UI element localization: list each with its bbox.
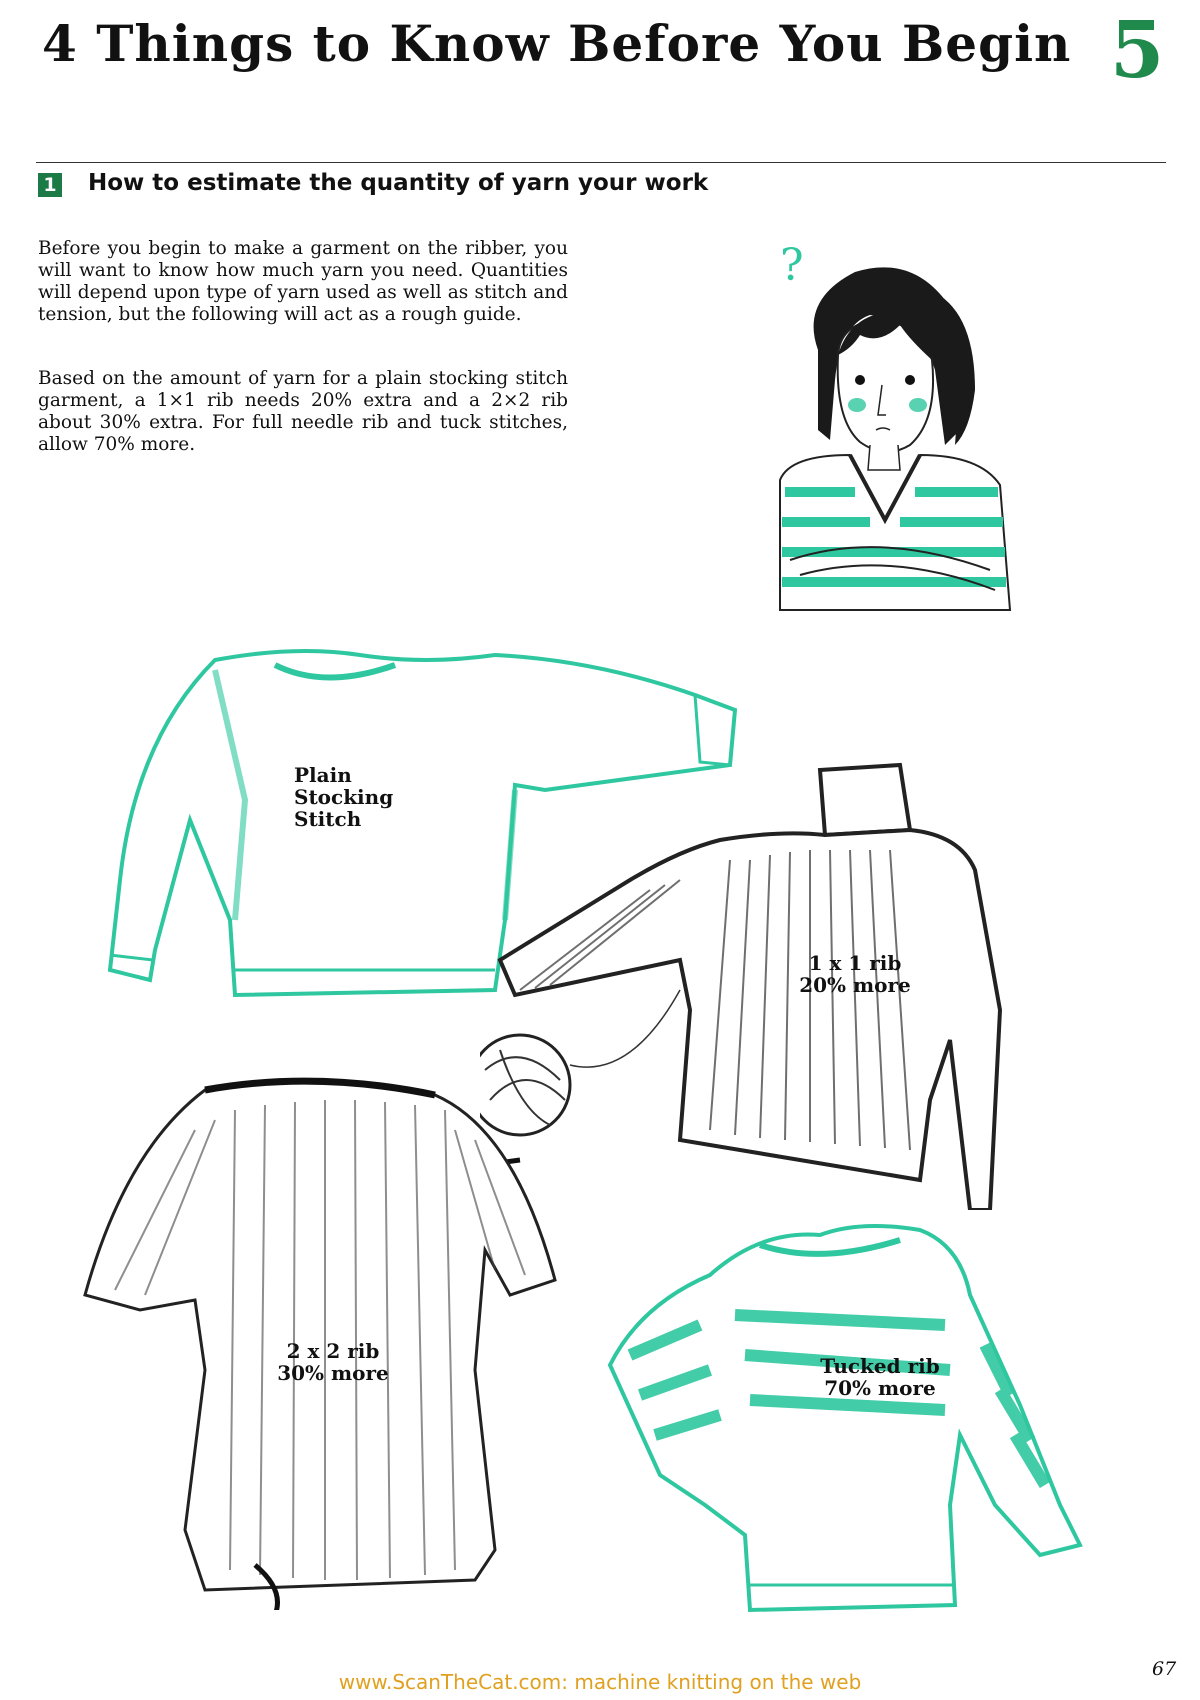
label-line: 20% more: [799, 973, 911, 997]
label-line: 2 x 2 rib: [286, 1339, 380, 1363]
guide-paragraph: Based on the amount of yarn for a plain stocking stitch garment, a 1×1 rib needs 20% extra and a 2×2 rib about 30% extra. For full needle rib and tuck stitches, allow 70% more.: [38, 368, 568, 455]
section-number-badge: 1: [38, 173, 62, 197]
right-eye: [905, 375, 915, 385]
right-cheek: [909, 398, 927, 412]
girl-illustration: [760, 230, 1030, 650]
footer-credit-link[interactable]: www.ScanTheCat.com: machine knitting on the web: [338, 1670, 862, 1694]
left-cheek: [848, 398, 866, 412]
left-eye: [855, 375, 865, 385]
rib-2x2-label: [268, 1340, 398, 1384]
label-line: 1 x 1 rib: [808, 951, 902, 975]
page-number: 67: [1152, 1658, 1177, 1680]
section-heading: How to estimate the quantity of yarn your work: [88, 170, 709, 196]
label-line: 70% more: [824, 1376, 936, 1400]
page-title: 4 Things to Know Before You Begin: [42, 14, 1072, 73]
rib-2x2-sweater-illustration: [55, 1050, 615, 1610]
chapter-number: 5: [1110, 5, 1165, 96]
plain-stocking-stitch-label: [294, 764, 393, 830]
label-line: Tucked rib: [820, 1354, 940, 1378]
label-line: Stitch: [294, 807, 362, 831]
section-divider: [36, 162, 1166, 163]
label-line: Plain: [294, 763, 352, 787]
tucked-rib-label: [810, 1355, 950, 1399]
label-line: Stocking: [294, 785, 394, 809]
intro-paragraph: Before you begin to make a garment on the ribber, you will want to know how much yarn you need. Quantities will depend upon type of yarn used as well as stitch and tension, but the following will act as a rough guide.: [38, 238, 568, 325]
tucked-rib-sweater-illustration: [600, 1205, 1120, 1625]
question-mark-icon: ?: [780, 240, 804, 291]
label-line: 30% more: [277, 1361, 389, 1385]
rib-1x1-label: [790, 952, 920, 996]
